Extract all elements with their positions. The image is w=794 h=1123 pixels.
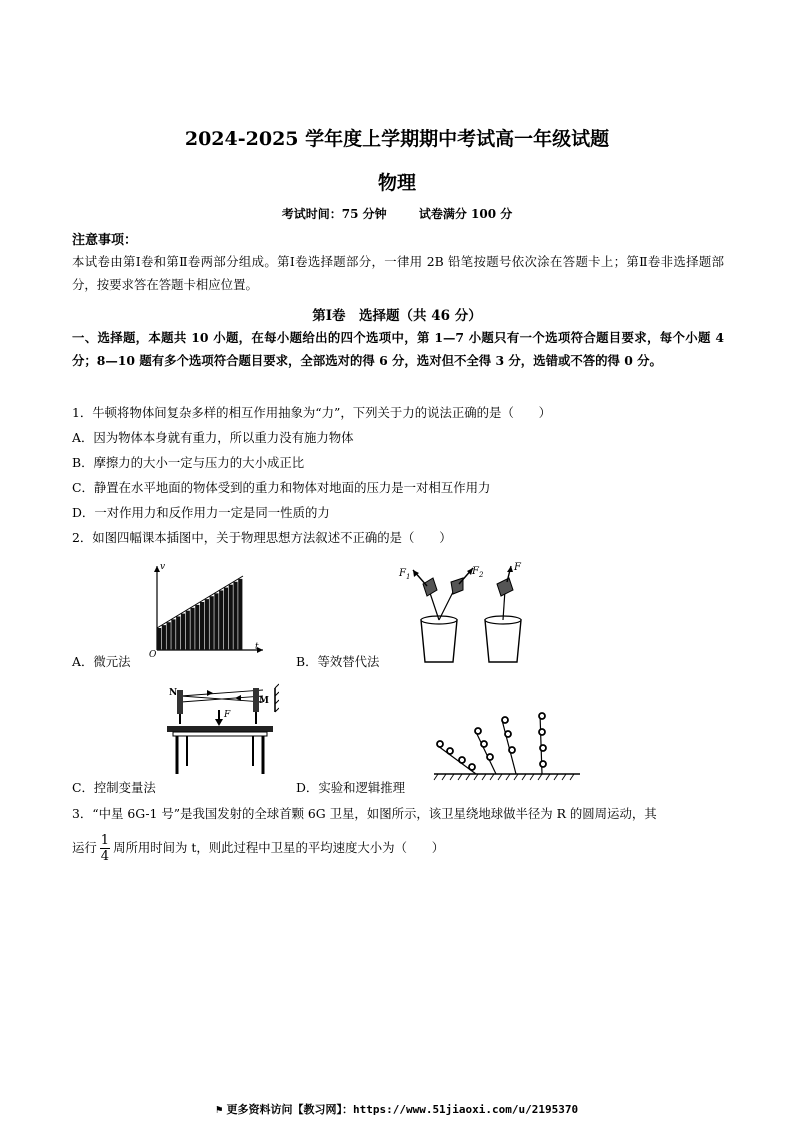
q3-stem-post: 周所用时间为 t，则此过程中卫星的平均速度大小为（ ） bbox=[113, 840, 445, 855]
footer-link[interactable]: 更多资料访问【教习网】：https://www.51jiaoxi.com/u/2195370 bbox=[226, 1103, 579, 1116]
q2-option-c: C．控制变量法 bbox=[72, 780, 156, 795]
q3-stem-line1: 3．“中星 6G-1 号”是我国发射的全球首颗 6G 卫星，如图所示，该卫星绕地球做半径为 R 的圆周运动，其 bbox=[72, 806, 657, 821]
fig-a-origin: O bbox=[149, 650, 157, 660]
exam-time: 考试时间：75 分钟 bbox=[281, 207, 387, 221]
fig-c-n: N bbox=[169, 688, 178, 698]
exam-title: 2024-2025 学年度上学期期中考试高一年级试题 bbox=[184, 128, 610, 150]
full-score: 试卷满分 100 分 bbox=[418, 207, 513, 221]
fig-a-bar bbox=[195, 605, 199, 650]
fig-a-bar bbox=[210, 596, 214, 650]
fig-c-m: M bbox=[259, 696, 269, 706]
q1-stem: 1．牛顿将物体间复杂多样的相互作用抽象为“力”，下列关于力的说法正确的是（ ） bbox=[72, 405, 552, 420]
fig-a-axis-v: v bbox=[160, 562, 166, 572]
q2-option-b: B．等效替代法 bbox=[296, 654, 380, 669]
fig-b-f: F bbox=[514, 562, 521, 573]
q3-stem-line2 bbox=[72, 834, 444, 863]
q3-frac-num: 1 bbox=[100, 833, 110, 848]
fig-a-bar bbox=[171, 619, 175, 650]
figure-b-force-pots bbox=[393, 560, 543, 668]
q3-fraction bbox=[100, 834, 110, 863]
exam-subject: 物理 bbox=[377, 172, 416, 194]
flag-icon: ⚑ bbox=[215, 1103, 223, 1116]
fig-a-bar bbox=[200, 602, 204, 650]
fig-b-f2: $F_2$ bbox=[472, 566, 484, 579]
section-instructions: 一、选择题，本题共 10 小题，在每小题给出的四个选项中，第 1—7 小题只有一个选项符合题目要求，每个小题 4 分；8—10 题有多个选项符合题目要求，全部选对的得 6 分，选对但不全得 3 分，选错或不答的得 0 分。 bbox=[72, 330, 724, 368]
fig-a-bar bbox=[190, 608, 194, 650]
fig-a-bar bbox=[238, 579, 242, 650]
fig-a-bar bbox=[205, 599, 209, 650]
fig-a-axis-t: t bbox=[255, 642, 259, 652]
q2-option-d: D．实验和逻辑推理 bbox=[296, 780, 406, 795]
notice-heading: 注意事项： bbox=[72, 233, 138, 248]
fig-a-bar bbox=[233, 582, 237, 650]
fig-a-bar bbox=[162, 625, 166, 650]
fig-b-f1: $F_1$ bbox=[399, 568, 411, 581]
q2-stem: 2．如图四幅课本插图中，关于物理思想方法叙述不正确的是（ ） bbox=[72, 530, 452, 545]
q1-option-d: D．一对作用力和反作用力一定是同一性质的力 bbox=[72, 505, 330, 520]
fig-c-f: F bbox=[224, 710, 231, 720]
exam-meta bbox=[0, 205, 794, 222]
q1-option-c: C．静置在水平地面的物体受到的重力和物体对地面的压力是一对相互作用力 bbox=[72, 480, 491, 495]
fig-a-bar bbox=[157, 628, 161, 650]
q1-option-b: B．摩擦力的大小一定与压力的大小成正比 bbox=[72, 455, 305, 470]
q3-frac-den: 4 bbox=[100, 849, 110, 864]
q2-option-a: A．微元法 bbox=[72, 654, 131, 669]
section-title: 第Ⅰ卷 选择题（共 46 分） bbox=[312, 308, 482, 324]
fig-a-bar bbox=[214, 593, 218, 650]
footer bbox=[0, 1101, 794, 1117]
figure-a-vt-graph bbox=[145, 562, 265, 662]
fig-a-bar bbox=[224, 588, 228, 650]
fig-a-bar bbox=[167, 622, 171, 650]
q1-option-a: A．因为物体本身就有重力，所以重力没有施力物体 bbox=[72, 430, 354, 445]
fig-a-bar bbox=[229, 585, 233, 650]
q3-stem-pre: 运行 bbox=[72, 840, 97, 855]
notice-body: 本试卷由第Ⅰ卷和第Ⅱ卷两部分组成。第Ⅰ卷选择题部分，一律用 2B 铅笔按题号依次涂在答题卡上；第Ⅱ卷非选择题部分，按要求答在答题卡相应位置。 bbox=[72, 254, 724, 292]
figure-d-inclines bbox=[432, 712, 582, 782]
fig-a-bar bbox=[181, 614, 185, 650]
fig-a-bar bbox=[186, 611, 190, 650]
figure-c-table-mirrors bbox=[163, 682, 279, 776]
fig-a-bar bbox=[176, 616, 180, 650]
fig-a-bar bbox=[219, 590, 223, 650]
